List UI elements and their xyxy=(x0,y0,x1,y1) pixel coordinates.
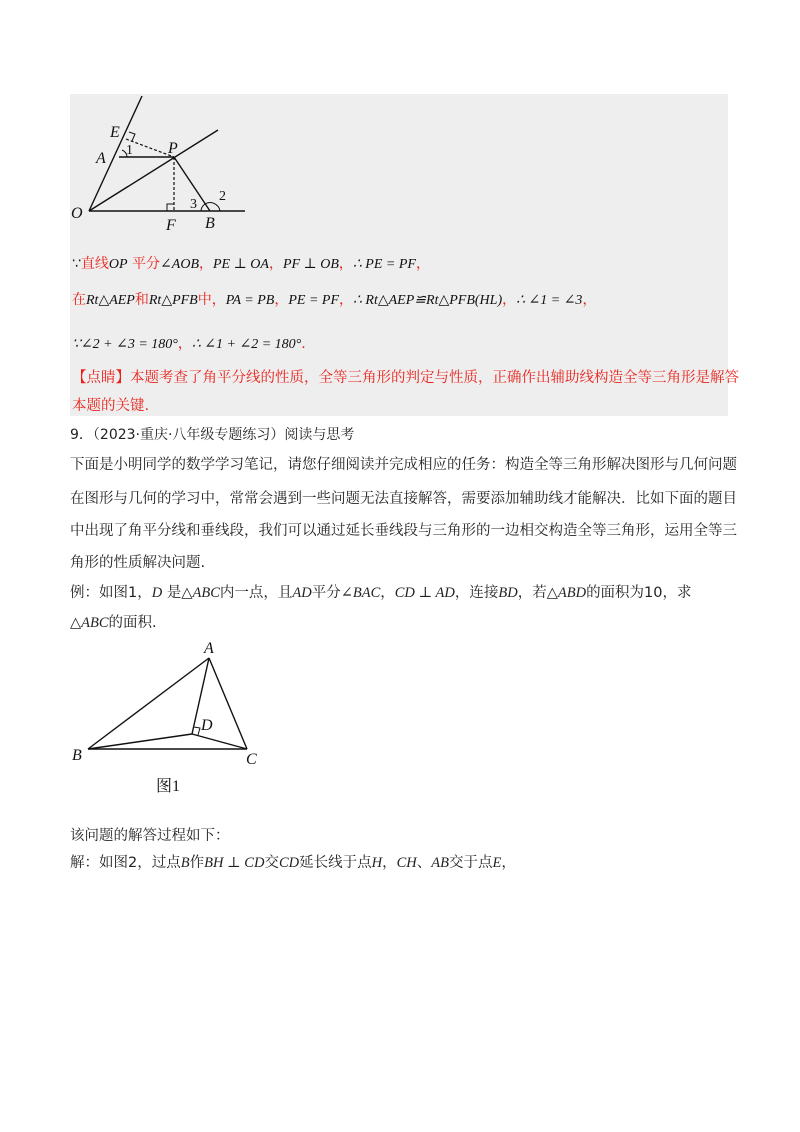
label-e: E xyxy=(110,124,120,141)
math: ∴ ∠1 + ∠2 = 180° xyxy=(191,337,302,352)
math: PE = PF xyxy=(288,293,340,308)
separator: ， xyxy=(382,855,397,871)
segment-bd xyxy=(88,734,192,749)
label-o: O xyxy=(71,205,83,222)
text: 直线 xyxy=(80,256,109,272)
side-ac xyxy=(209,658,247,749)
text: 的面积. xyxy=(108,615,157,631)
text: ，若 xyxy=(517,585,547,601)
separator: 、 xyxy=(416,855,432,871)
math: PE ⊥ OA xyxy=(213,257,269,272)
math: OP xyxy=(108,257,128,272)
math: △ABC xyxy=(70,615,109,631)
answer-line-1 xyxy=(72,254,430,275)
side-ab xyxy=(88,658,209,749)
label-p: P xyxy=(168,140,178,157)
text: 交 xyxy=(264,855,279,871)
separator: ， xyxy=(268,256,283,272)
example-line-2 xyxy=(70,613,157,633)
separator: ， xyxy=(339,292,354,308)
label-angle-3: 3 xyxy=(190,197,197,212)
answer-line-3 xyxy=(72,334,306,355)
label-d: D xyxy=(201,717,213,734)
text: 和 xyxy=(134,292,149,308)
label-angle-1: 1 xyxy=(126,143,133,158)
separator: ， xyxy=(582,292,597,308)
separator: ， xyxy=(501,855,516,871)
math: ∠AOB xyxy=(160,257,199,272)
text: 交于点 xyxy=(448,855,493,871)
math: BH ⊥ CD xyxy=(204,855,265,871)
text: 的面积为10，求 xyxy=(586,585,692,601)
solution-line xyxy=(70,853,516,873)
label-c: C xyxy=(246,751,257,768)
question-para-4: 角形的性质解决问题. xyxy=(70,555,206,571)
math: E xyxy=(492,855,502,871)
text: 例：如图1， xyxy=(70,585,152,601)
math: H xyxy=(371,855,383,871)
separator: ， xyxy=(415,256,430,272)
right-angle-d xyxy=(194,727,200,735)
question-para-1: 下面是小明同学的数学学习笔记，请您仔细阅读并完成相应的任务：构造全等三角形解决图形与几何问题 xyxy=(70,457,737,473)
comment-line-1: 【点睛】本题考查了角平分线的性质，全等三角形的判定与性质，正确作出辅助线构造全等三角形是解答 xyxy=(72,370,739,386)
question-heading: 9．（2023·重庆·八年级专题练习）阅读与思考 xyxy=(70,427,355,443)
separator: ， xyxy=(211,292,226,308)
label-f: F xyxy=(166,217,176,234)
separator: . xyxy=(301,336,306,352)
math: B xyxy=(180,855,190,871)
math: △ABC xyxy=(181,585,220,601)
math: ∴ PE = PF xyxy=(352,257,416,272)
question-para-2: 在图形与几何的学习中，常常会遇到一些问题无法直接解答，需要添加辅助线才能解决．比如下面的题目 xyxy=(70,491,737,507)
text: 平分 xyxy=(311,585,341,601)
math: AB xyxy=(431,855,449,871)
label-b: B xyxy=(205,215,215,232)
text: 内一点，且 xyxy=(219,585,293,601)
label-a: A xyxy=(96,150,106,167)
math: △ABD xyxy=(546,585,587,601)
text: 作 xyxy=(189,855,205,871)
comment-line-2: 本题的关键. xyxy=(72,398,150,414)
label-angle-2: 2 xyxy=(219,189,226,204)
segment-pe xyxy=(126,139,174,157)
example-line-1 xyxy=(70,583,692,603)
because-symbol: ∵ xyxy=(72,256,81,272)
math: AD xyxy=(292,585,312,601)
math: CD ⊥ AD xyxy=(394,585,455,601)
math: ∴ Rt△AEP≌Rt△PFB(HL) xyxy=(353,293,503,308)
math: PA = PB xyxy=(225,293,275,308)
text: 延长线于点 xyxy=(299,855,372,871)
angle-3-arc xyxy=(201,204,205,211)
text: 解：如图2，过点 xyxy=(70,855,181,871)
separator: ， xyxy=(502,292,517,308)
segment-cd xyxy=(192,734,247,749)
question-para-3: 中出现了角平分线和垂线段，我们可以通过延长垂线段与三角形的一边相交构造全等三角形，运用全等三 xyxy=(70,523,737,539)
separator: ， xyxy=(199,256,213,272)
figure-1 xyxy=(70,636,270,796)
separator: ， xyxy=(338,256,353,272)
separator: ， xyxy=(380,585,395,601)
angle-bisector-figure xyxy=(70,94,270,244)
math: D xyxy=(151,585,163,601)
solution-intro: 该问题的解答过程如下： xyxy=(70,828,230,844)
figure-caption: 图1 xyxy=(156,778,181,795)
answer-line-2 xyxy=(72,290,596,311)
separator: ， xyxy=(177,336,192,352)
math: ∴ ∠1 = ∠3 xyxy=(516,293,583,308)
text: 平分 xyxy=(132,256,161,272)
right-angle-e xyxy=(129,132,135,141)
math: CD xyxy=(278,855,300,871)
label-a: A xyxy=(204,640,214,657)
math: Rt△PFB xyxy=(148,293,198,308)
math: ∠BAC xyxy=(340,585,381,601)
text: 中 xyxy=(197,292,212,308)
math: ∵∠2 + ∠3 = 180° xyxy=(72,337,178,352)
math: Rt△AEP xyxy=(86,293,135,308)
label-b: B xyxy=(72,747,82,764)
math: PF ⊥ OB xyxy=(282,257,339,272)
math: BD xyxy=(498,585,518,601)
separator: ， xyxy=(274,292,289,308)
text: 在 xyxy=(72,292,86,308)
right-angle-f xyxy=(167,204,174,211)
text: ，连接 xyxy=(454,585,499,601)
math: CH xyxy=(396,855,417,871)
text: 是 xyxy=(166,585,182,601)
